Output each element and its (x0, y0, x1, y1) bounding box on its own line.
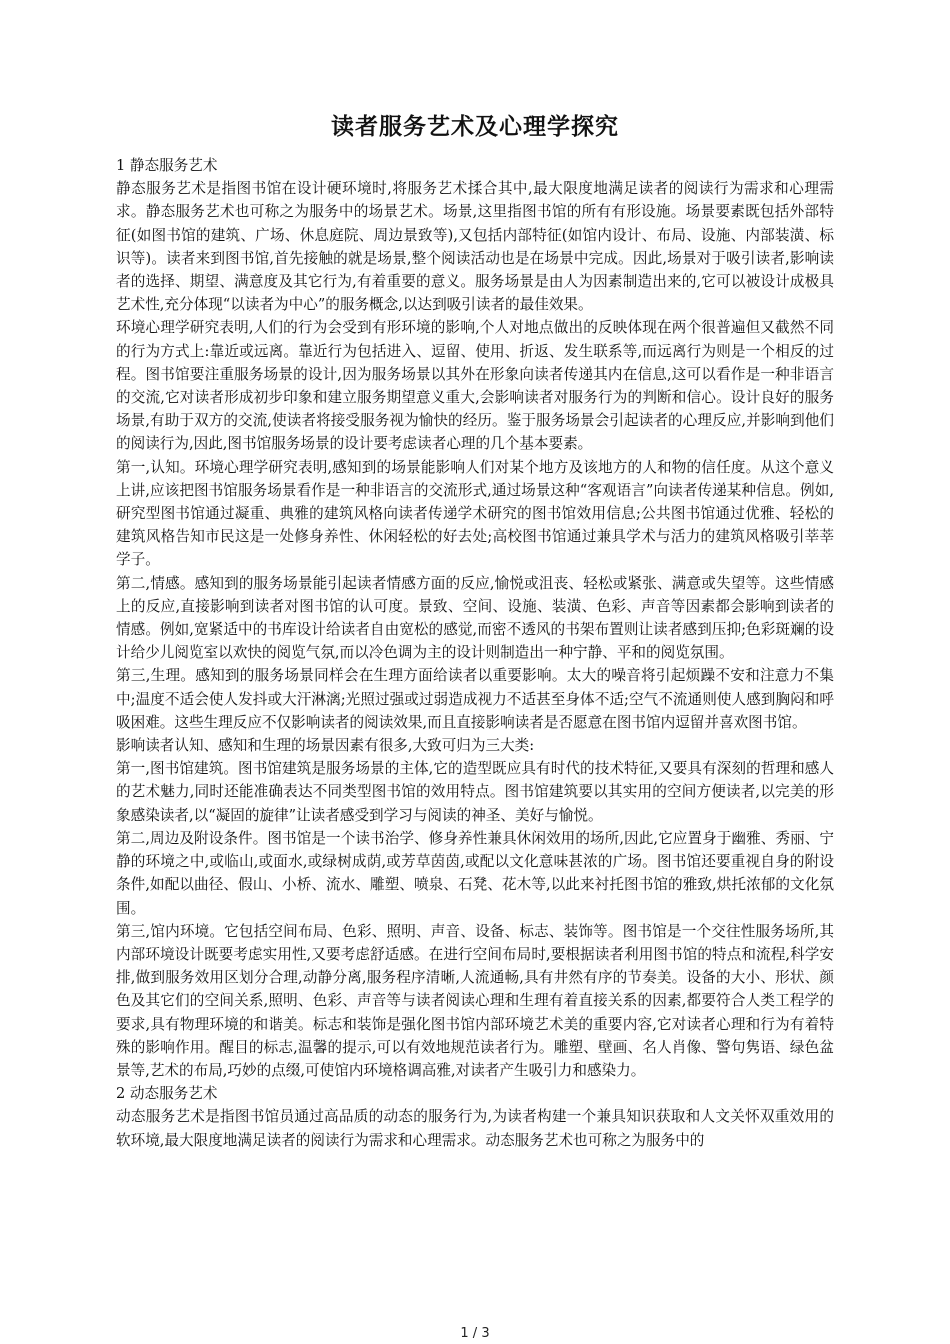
paragraph: 第一,图书馆建筑。图书馆建筑是服务场景的主体,它的造型既应具有时代的技术特征,又要具有深刻的哲理和感人的艺术魅力,同时还能准确表达不同类型图书馆的效用特点。图书馆建筑要以其实用的空间方便读者,以完美的形象感染读者,以“凝固的旋律”让读者感受到学习与阅读的神圣、美好与愉悦。 (116, 760, 834, 824)
paragraph: 第二,周边及附设条件。图书馆是一个读书治学、修身养性兼具休闲效用的场所,因此,它应置身于幽雅、秀丽、宁静的环境之中,或临山,或面水,或绿树成荫,或芳草茵茵,或配以文化意味甚浓的广场。图书馆还要重视自身的附设条件,如配以曲径、假山、小桥、流水、雕塑、喷泉、石凳、花木等,以此来衬托图书馆的雅致,烘托浓郁的文化氛围。 (116, 829, 834, 917)
paragraph: 第一,认知。环境心理学研究表明,感知到的场景能影响人们对某个地方及该地方的人和物的信任度。从这个意义上讲,应该把图书馆服务场景看作是一种非语言的交流形式,通过场景这种“客观语言”向读者传递某种信息。例如,研究型图书馆通过凝重、典雅的建筑风格向读者传递学术研究的图书馆效用信息;公共图书馆通过优雅、轻松的建筑风格告知市民这是一处修身养性、休闲轻松的好去处;高校图书馆通过兼具学术与活力的建筑风格吸引莘莘学子。 (116, 458, 834, 569)
document-page (116, 112, 834, 1152)
page-number: 1 / 3 (460, 1326, 490, 1341)
section-heading-2: 2 动态服务艺术 (116, 1085, 218, 1103)
document-title: 读者服务艺术及心理学探究 (331, 113, 619, 140)
paragraph: 第三,馆内环境。它包括空间布局、色彩、照明、声音、设备、标志、装饰等。图书馆是一个交往性服务场所,其内部环境设计既要考虑实用性,又要考虑舒适感。在进行空间布局时,要根据读者利用图书馆的特点和流程,科学安排,做到服务效用区划分合理,动静分离,服务程序清晰,人流通畅,具有井然有序的节奏美。设备的大小、形状、颜色及其它们的空间关系,照明、色彩、声音等与读者阅读心理和生理有着直接关系的因素,都要符合人类工程学的要求,具有物理环境的和谐美。标志和装饰是强化图书馆内部环境艺术美的重要内容,它对读者心理和行为有着特殊的影响作用。醒目的标志,温馨的提示,可以有效地规范读者行为。雕塑、壁画、名人肖像、警句隽语、绿色盆景等,艺术的布局,巧妙的点缀,可使馆内环境格调高雅,对读者产生吸引力和感染力。 (116, 922, 834, 1079)
paragraph: 第二,情感。感知到的服务场景能引起读者情感方面的反应,愉悦或沮丧、轻松或紧张、满意或失望等。这些情感上的反应,直接影响到读者对图书馆的认可度。景致、空间、设施、装潢、色彩、声音等因素都会影响到读者的情感。例如,宽紧适中的书库设计给读者自由宽松的感觉,而密不透风的书架布置则让读者感到压抑;色彩斑斓的设计给少儿阅览室以欢快的阅览气氛,而以冷色调为主的设计则制造出一种宁静、平和的阅览氛围。 (116, 574, 834, 662)
section-heading-1: 1 静态服务艺术 (116, 157, 218, 174)
paragraph: 动态服务艺术是指图书馆员通过高品质的动态的服务行为,为读者构建一个兼具知识获取和人文关怀双重效用的软环境,最大限度地满足读者的阅读行为需求和心理需求。动态服务艺术也可称之为服务中的 (116, 1108, 834, 1149)
paragraph: 第三,生理。感知到的服务场景同样会在生理方面给读者以重要影响。太大的噪音将引起烦躁不安和注意力不集中;温度不适会使人发抖或大汗淋漓;光照过强或过弱造成视力不适甚至身体不适;空气不流通则使人感到胸闷和呼吸困难。这些生理反应不仅影响读者的阅读效果,而且直接影响读者是否愿意在图书馆内逗留并喜欢图书馆。 (116, 667, 834, 731)
paragraph: 静态服务艺术是指图书馆在设计硬环境时,将服务艺术揉合其中,最大限度地满足读者的阅读行为需求和心理需求。静态服务艺术也可称之为服务中的场景艺术。场景,这里指图书馆的所有有形设施。场景要素既包括外部特征(如图书馆的建筑、广场、休息庭院、周边景致等),又包括内部特征(如馆内设计、布局、设施、内部装潢、标识等)。读者来到图书馆,首先接触的就是场景,整个阅读活动也是在场景中完成。因此,场景对于吸引读者,影响读者的选择、期望、满意度及其它行为,有着重要的意义。服务场景是由人为因素制造出来的,它可以被设计成极具艺术性,充分体现“以读者为中心”的服务概念,以达到吸引读者的最佳效果。 (116, 180, 834, 314)
paragraph: 环境心理学研究表明,人们的行为会受到有形环境的影响,个人对地点做出的反映体现在两个很普遍但又截然不同的行为方式上:靠近或远离。靠近行为包括进入、逗留、使用、折返、发生联系等,而远离行为则是一个相反的过程。图书馆要注重服务场景的设计,因为服务场景以其外在形象向读者传递其内在信息,这可以看作是一种非语言的交流,它对读者形成初步印象和建立服务期望意义重大,会影响读者对服务行为的判断和信心。设计良好的服务场景,有助于双方的交流,使读者将接受服务视为愉快的经历。鉴于服务场景会引起读者的心理反应,并影响到他们的阅读行为,因此,图书馆服务场景的设计要考虑读者心理的几个基本要素。 (116, 319, 834, 453)
paragraph: 影响读者认知、感知和生理的场景因素有很多,大致可归为三大类: (116, 737, 535, 755)
